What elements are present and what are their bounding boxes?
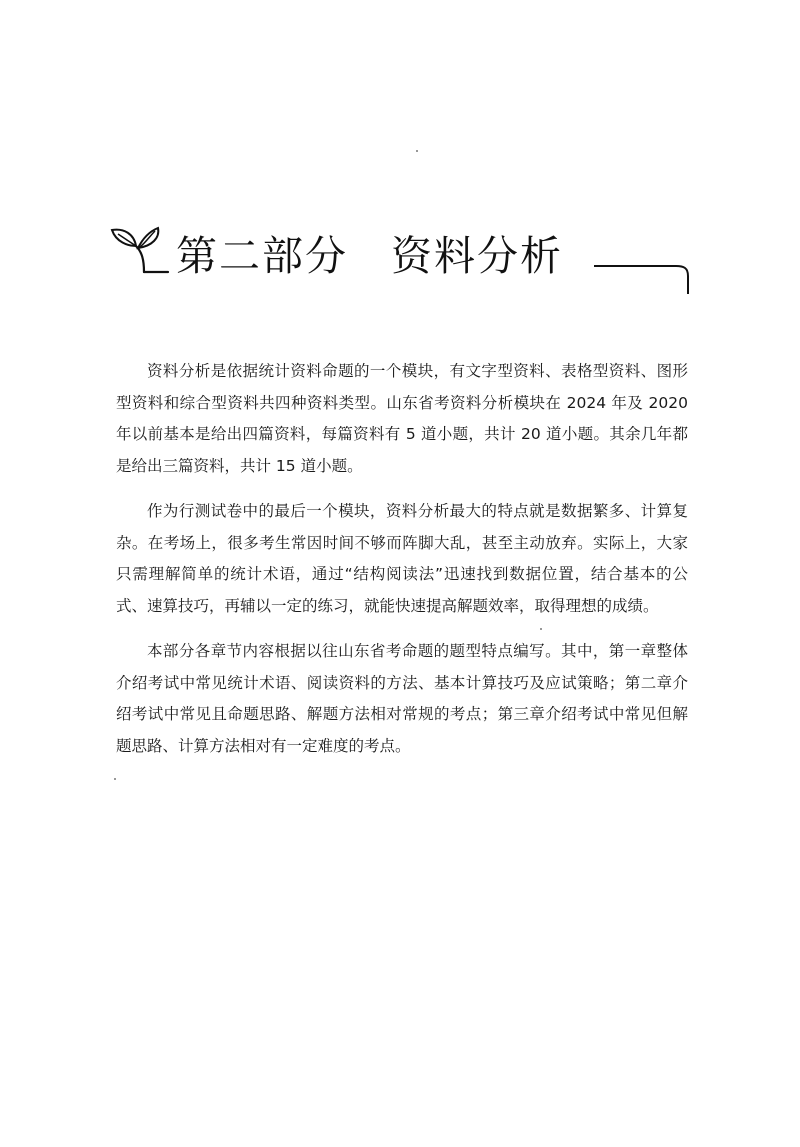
part-title: 第二部分 资料分析 <box>176 232 563 280</box>
paragraph: 作为行测试卷中的最后一个模块，资料分析最大的特点就是数据繁多、计算复杂。在考场上，很多考生常因时间不够而阵脚大乱，甚至主动放弃。实际上，大家只需理解简单的统计术语，通过“结构阅读法”迅速找到数据位置，结合基本的公式、速算技巧，再辅以一定的练习，就能快速提高解题效率，取得理想的成绩。 <box>116 502 688 615</box>
paragraph: 本部分各章节内容根据以往山东省考命题的题型特点编写。其中，第一章整体介绍考试中常见统计术语、阅读资料的方法、基本计算技巧及应试策略；第二章介绍考试中常见且命题思路、解题方法相对常规的考点；第三章介绍考试中常见但解题思路、计算方法相对有一定难度的考点。 <box>116 642 688 755</box>
section-header <box>104 222 704 292</box>
title-rule-line <box>592 246 702 296</box>
sprout-icon <box>104 222 174 282</box>
scan-speck <box>114 778 116 780</box>
scan-speck <box>416 150 418 152</box>
body-text <box>116 356 688 776</box>
paragraph: 资料分析是依据统计资料命题的一个模块，有文字型资料、表格型资料、图形型资料和综合型资料共四种资料类型。山东省考资料分析模块在 2024 年及 2020 年以前基本是给出四篇资料，每篇资料有 5 道小题，共计 20 道小题。其余几年都是给出三篇资料，共计 15 道小题。 <box>116 362 688 475</box>
